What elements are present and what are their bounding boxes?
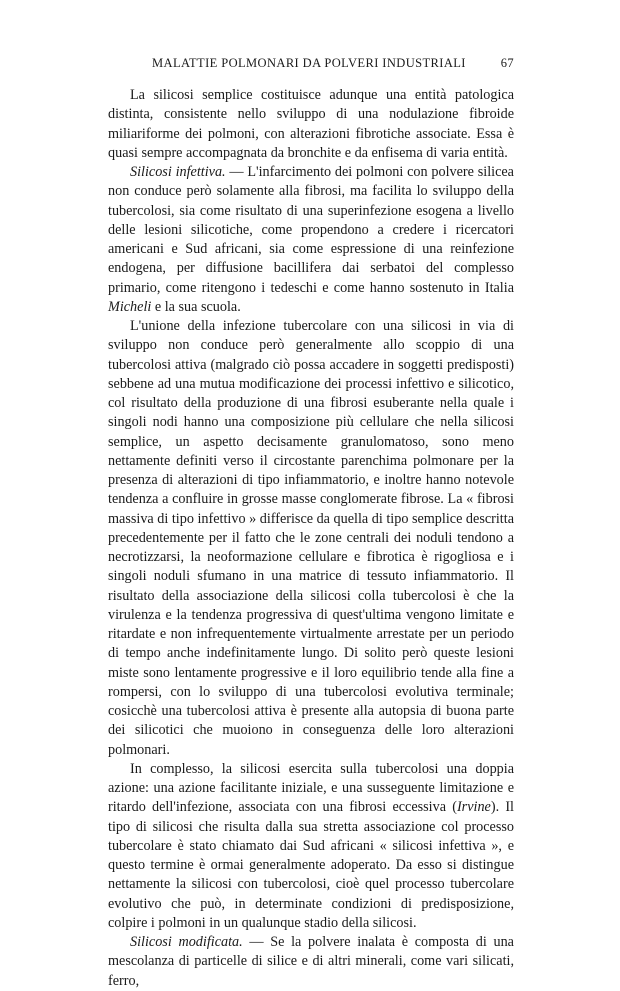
paragraph-text: — Se la polvere inalata è composta di una mescolanza di particelle di silice e di altri minerali, come vari silicati, ferro, [108, 934, 514, 989]
paragraph-unione-infezione [108, 317, 514, 760]
body-text [108, 86, 514, 991]
author-name: Micheli [108, 298, 152, 315]
author-name: Irvine [456, 799, 491, 816]
page-number: 67 [500, 56, 514, 70]
paragraph-silicosi-modificata [108, 933, 514, 991]
section-heading: Silicosi modificata. [130, 934, 243, 950]
paragraph-silicosi-infettiva [108, 163, 514, 317]
paragraph-silicosi-semplice [108, 86, 514, 163]
paragraph-text-end: ). Il tipo di silicosi che risulta dalla sua stretta associazione col processo tubercolare è stato chiamato dai Sud africani « silicosi infettiva », e questo termine è ormai generalmente adoperato. Da esso si distingue nettamente la silicosi con tubercolosi, cioè quel processo tubercolare evolutivo che può, in determinate condizioni di predisposizione, colpire i polmoni in un qualunque stadio della silicosi. [108, 799, 514, 931]
paragraph-in-complesso [108, 760, 514, 933]
section-heading: Silicosi infettiva. [130, 164, 226, 180]
running-title: MALATTIE POLMONARI DA POLVERI INDUSTRIALI [152, 56, 466, 70]
paragraph-text: In complesso, la silicosi esercita sulla tubercolosi una doppia azione: una azione facilitante iniziale, e una susseguente limitazione e ritardo dell'infezione, associata con una fibrosi eccessiva ( [108, 760, 514, 816]
paragraph-text: L'unione della infezione tubercolare con una silicosi in via di sviluppo non conduce però generalmente allo scoppio di una tubercolosi attiva (malgrado ciò possa accadere in soggetti predisposti) sebbene ad una mutua modificazione dei processi infettivo e silicotico, col risultato della produzione di una fibrosi esuberante nella quale i singoli nodi hanno una composizione più cellulare che nella silicosi semplice, un aspetto decisamente granulomatoso, sono meno nettamente definiti verso il circostante parenchima polmonare per la presenza di alterazioni di tipo infiammatorio, e inoltre hanno notevole tendenza a confluire in grosse masse conglomerate fibrose. La « fibrosi massiva di tipo infettivo » differisce da quella di tipo semplice descritta precedentemente per il fatto che le zone centrali dei noduli tendono a necrotizzarsi, la neoformazione cellulare e fibrotica è rigogliosa e i singoli noduli sfumano in una matrice di tessuto infiammatorio. Il risultato della associazione della silicosi colla tubercolosi è che la virulenza e la tendenza progressiva di quest'ultima vengono limitate e ritardate e non infrequentemente virtualmente arrestate per un periodo di tempo anche indefinitamente lungo. Di solito però queste lesioni miste sono lentamente progressive e il loro equilibrio tende alla fine a rompersi, con lo sviluppo di una tubercolosi evolutiva terminale; cosicchè una tubercolosi attiva è presente alla autopsia di buona parte dei silicotici che muoiono in conseguenza delle loro alterazioni polmonari. [108, 318, 514, 758]
paragraph-text: — L'infarcimento dei polmoni con polvere silicea non conduce però solamente alla fibrosi, ma facilita lo sviluppo della tubercolosi, sia come risultato di una superinfezione esogena a livello delle lesioni silicotiche, come propendono a credere i ricercatori americani e Sud africani, sia come espressione di una reinfezione endogena, per diffusione bacillifera dai serbatoi del complesso primario, come ritengono i tedeschi e come hanno sostenuto in Italia [108, 164, 514, 296]
paragraph-text-end: e la sua scuola. [151, 298, 241, 315]
paragraph-text: La silicosi semplice costituisce adunque una entità patologica distinta, consistente nello sviluppo di una nodulazione fibroide miliariforme dei polmoni, con alterazioni fibrotiche associate. Essa è quasi sempre accompagnata da bronchite e da enfisema di varia entità. [108, 87, 514, 161]
running-header [108, 56, 514, 76]
